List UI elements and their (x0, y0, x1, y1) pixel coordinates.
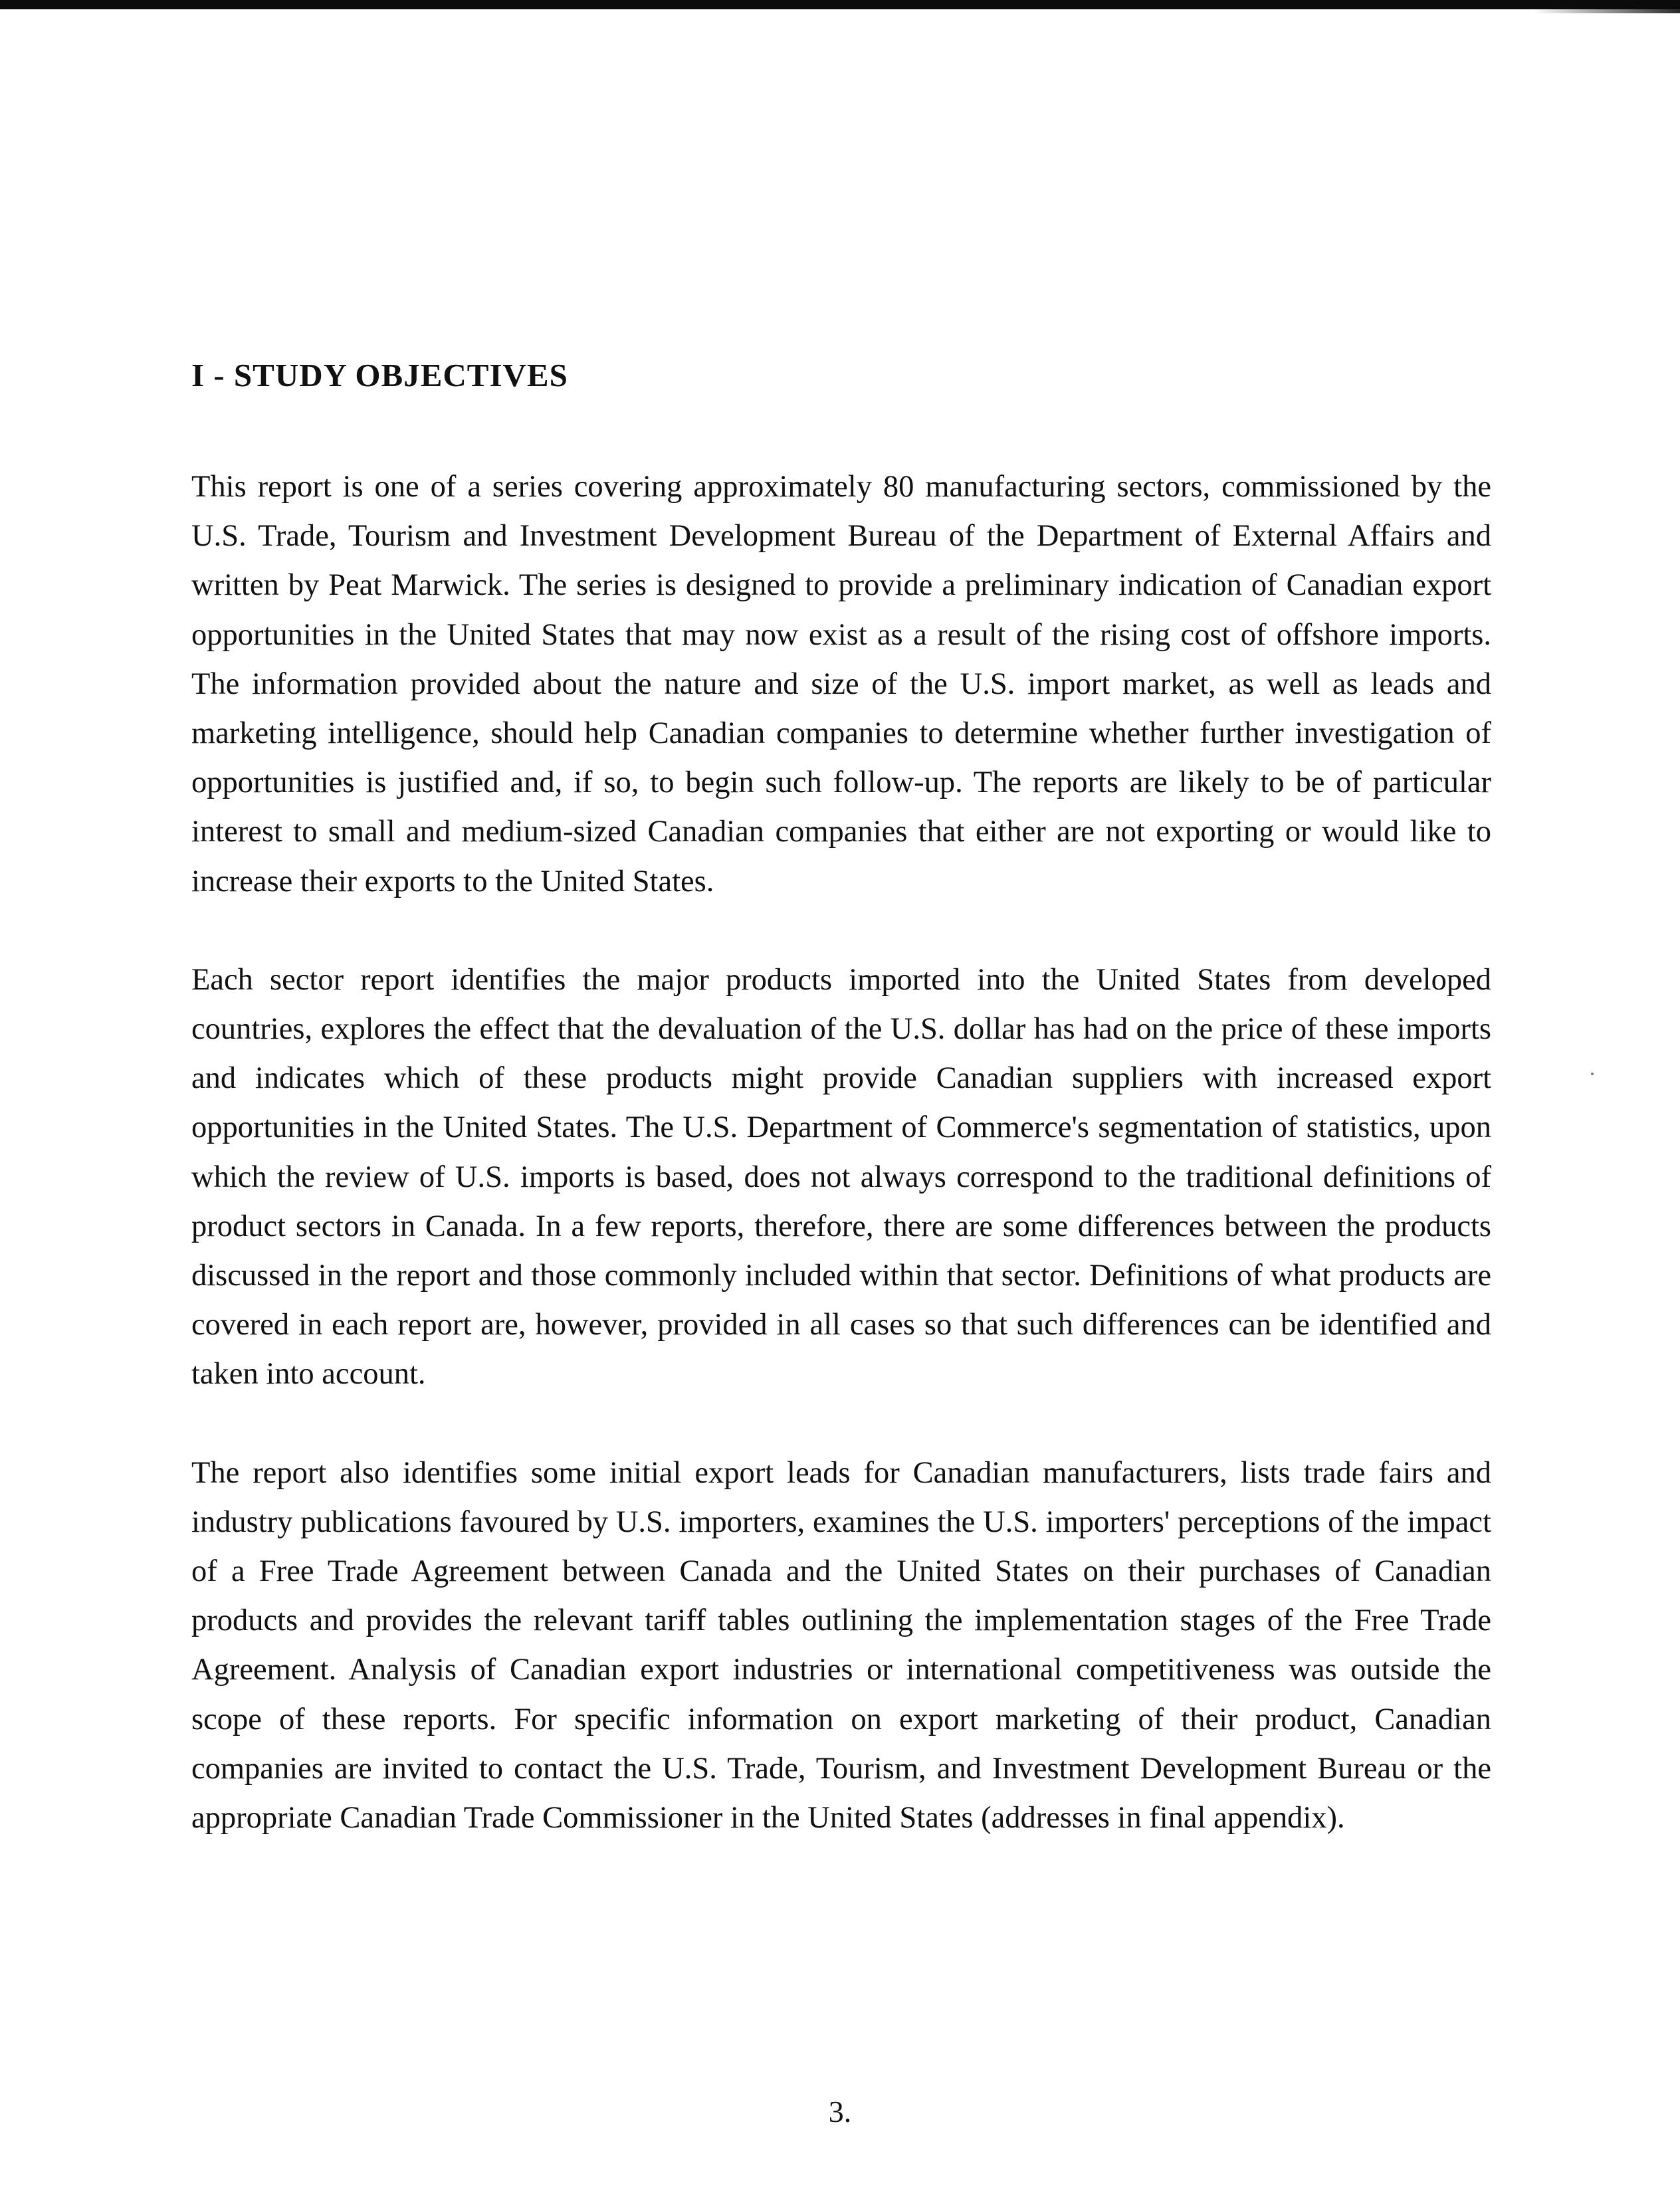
page-number: 3. (828, 2095, 852, 2129)
document-page (191, 346, 1491, 1892)
scan-corner-shadow (1534, 9, 1680, 13)
scan-top-edge (0, 0, 1680, 9)
paragraph-sector-report-content: Each sector report identifies the major products imported into the United States from developed countries, explores the effect that the devaluation of the U.S. dollar has had on the price of these imports and indicates which of these products might provide Canadian suppliers with increased export opportunities in the United States. The U.S. Department of Commerce's segmentation of statistics, upon which the review of U.S. imports is based, does not always correspond to the traditional definitions of product sectors in Canada. In a few reports, therefore, there are some differences between the products discussed in the report and those commonly included within that sector. Definitions of what products are covered in each report are, however, provided in all cases so that such differences can be identified and taken into account. (191, 962, 1491, 1392)
scan-speck (1591, 1073, 1594, 1075)
section-title: I - STUDY OBJECTIVES (191, 357, 568, 393)
paragraph-export-leads: The report also identifies some initial export leads for Canadian manufacturers, lists trade fairs and industry publications favoured by U.S. importers, examines the U.S. importers' perceptions of the impact of a Free Trade Agreement between Canada and the United States on their purchases of Canadian products and provides the relevant tariff tables outlining the implementation stages of the Free Trade Agreement. Analysis of Canadian export industries or international competitiveness was outside the scope of these reports. For specific information on export marketing of their product, Canadian companies are invited to contact the U.S. Trade, Tourism, and Investment Development Bureau or the appropriate Canadian Trade Commissioner in the United States (addresses in final appendix). (191, 1455, 1491, 1835)
paragraph-study-overview: This report is one of a series covering approximately 80 manufacturing sectors, commissioned by the U.S. Trade, Tourism and Investment Development Bureau of the Department of External Affairs and written by Peat Marwick. The series is designed to provide a preliminary indication of Canadian export opportunities in the United States that may now exist as a result of the rising cost of offshore imports. The information provided about the nature and size of the U.S. import market, as well as leads and marketing intelligence, should help Canadian companies to determine whether further investigation of opportunities is justified and, if so, to begin such follow-up. The reports are likely to be of particular interest to small and medium-sized Canadian companies that either are not exporting or would like to increase their exports to the United States. (191, 470, 1491, 898)
